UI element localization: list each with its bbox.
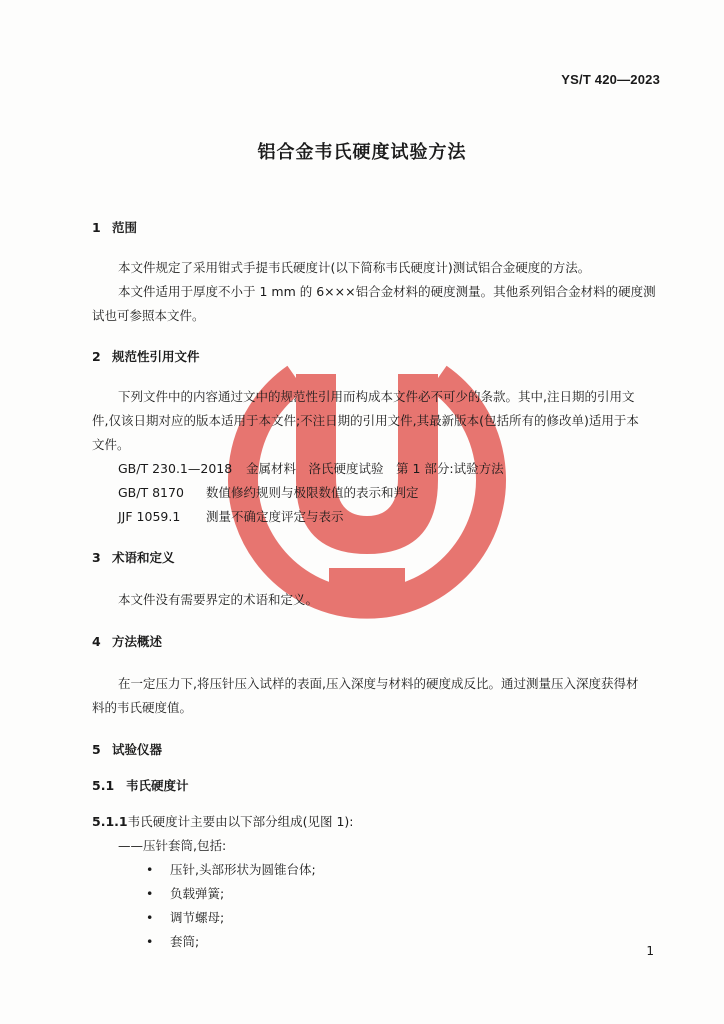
section-4-paragraph-line-2: 料的韦氏硬度值。 [92,700,193,715]
page-number: 1 [646,944,654,958]
section-1-paragraph-2-line-1: 本文件适用于厚度不小于 1 mm 的 6×××铝合金材料的硬度测量。其他系列铝合金材料的硬度测 [118,284,656,299]
section-4-heading: 4 方法概述 [92,634,163,649]
section-2-paragraph-line-1: 下列文件中的内容通过文中的规范性引用而构成本文件必不可少的条款。其中,注日期的引用文 [118,389,635,404]
reference-item: GB/T 8170 数值修约规则与极限数值的表示和判定 [118,485,419,500]
reference-item: GB/T 230.1—2018 金属材料 洛氏硬度试验 第 1 部分:试验方法 [118,461,504,476]
section-1-paragraph-1: 本文件规定了采用钳式手提韦氏硬度计(以下简称韦氏硬度计)测试铝合金硬度的方法。 [118,260,591,275]
section-5-heading: 5 试验仪器 [92,742,163,757]
section-2-heading: 2 规范性引用文件 [92,349,200,364]
bullet-list-item: • 压针,头部形状为圆锥台体; [146,862,316,877]
section-4-paragraph-line-1: 在一定压力下,将压针压入试样的表面,压入深度与材料的硬度成反比。通过测量压入深度获得材 [118,676,639,691]
bullet-list-item: • 套筒; [146,934,200,949]
section-2-paragraph-line-2: 件,仅该日期对应的版本适用于本文件;不注日期的引用文件,其最新版本(包括所有的修改单)适用于本 [92,413,639,428]
standard-code: YS/T 420—2023 [561,72,660,87]
reference-item: JJF 1059.1 测量不确定度评定与表示 [118,509,344,524]
bullet-list-item: • 负载弹簧; [146,886,225,901]
section-3-paragraph: 本文件没有需要界定的术语和定义。 [118,592,319,607]
section-5-1-heading: 5.1 韦氏硬度计 [92,778,189,793]
bullet-icon: • [146,862,154,877]
section-3-heading: 3 术语和定义 [92,550,175,565]
section-1-heading: 1 范围 [92,220,138,235]
bullet-list-item: • 调节螺母; [146,910,225,925]
bullet-icon: • [146,886,154,901]
bullet-icon: • [146,934,154,949]
bullet-icon: • [146,910,154,925]
dash-list-item: ——压针套筒,包括: [118,838,227,853]
section-5-1-1-text: 5.1.1韦氏硬度计主要由以下部分组成(见图 1): [92,814,354,829]
section-1-paragraph-2-line-2: 试也可参照本文件。 [92,308,205,323]
section-2-paragraph-line-3: 文件。 [92,437,130,452]
document-title: 铝合金韦氏硬度试验方法 [257,142,467,163]
